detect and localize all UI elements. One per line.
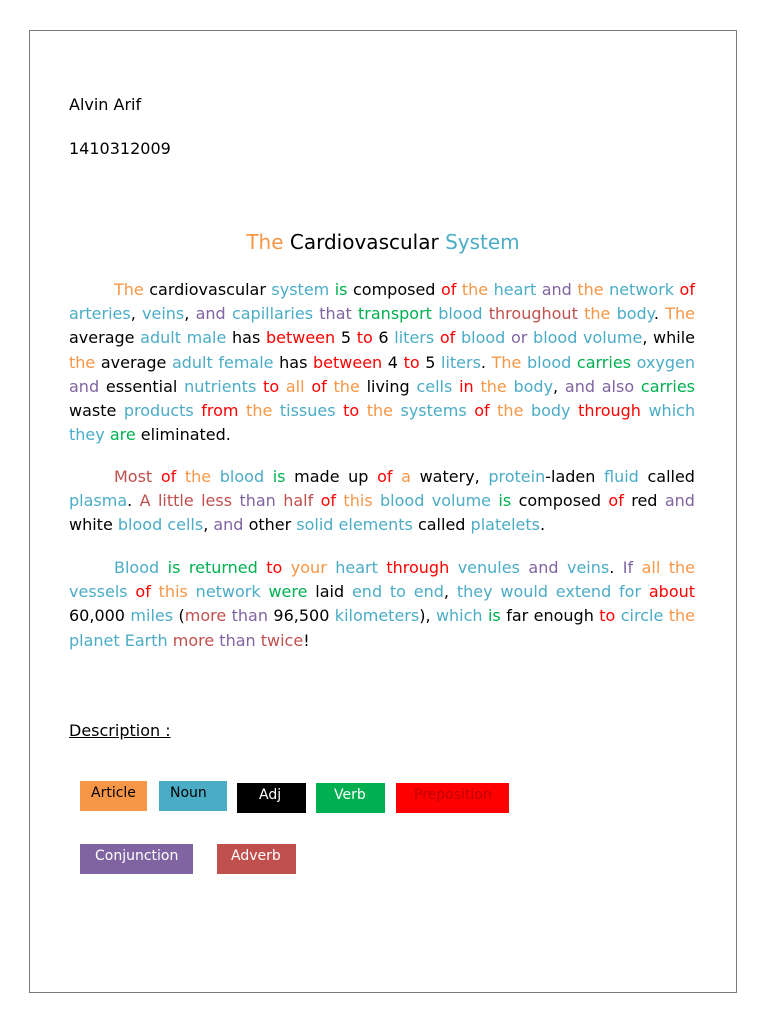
legend-label: Adj	[259, 787, 282, 803]
document-title	[30, 230, 736, 254]
word-run: of	[311, 376, 327, 396]
word-run: the	[497, 401, 524, 421]
word-run: end to end	[351, 582, 444, 602]
word-run: A little less	[139, 491, 233, 511]
word-run	[359, 401, 367, 420]
word-run: (	[173, 606, 185, 626]
word-run: If	[622, 558, 634, 577]
word-run: living	[366, 376, 410, 396]
word-run: network	[609, 280, 675, 299]
word-run: ,	[474, 467, 489, 486]
word-run: average	[69, 328, 135, 348]
word-run: blood	[438, 304, 483, 324]
word-run	[279, 377, 286, 396]
word-run: is	[272, 467, 286, 486]
word-run: red	[631, 491, 658, 511]
word-run: 4	[387, 352, 398, 372]
word-run: .	[609, 558, 623, 577]
word-run: the	[668, 558, 696, 577]
word-run: through	[578, 401, 641, 421]
word-run	[116, 401, 124, 420]
word-run: ,	[443, 582, 457, 602]
word-run: circle	[620, 606, 664, 626]
word-run: far	[506, 606, 529, 626]
word-run	[211, 467, 220, 486]
legend-verb	[316, 783, 385, 813]
word-run	[313, 491, 320, 510]
word-run	[152, 467, 161, 486]
word-run: of	[160, 467, 177, 486]
word-run	[511, 491, 518, 510]
word-run: of	[135, 582, 151, 602]
word-run: carries	[576, 352, 632, 372]
word-run: 6	[378, 328, 389, 348]
word-run: .	[127, 491, 140, 511]
word-run: fluid	[604, 467, 639, 486]
word-run: are	[109, 425, 136, 445]
word-run	[327, 558, 335, 577]
word-run: about	[648, 582, 696, 602]
word-run: carries	[640, 376, 695, 396]
word-run: than	[219, 630, 256, 650]
word-run	[571, 401, 579, 420]
word-run: 96,500	[273, 606, 330, 626]
word-run: this	[343, 491, 373, 511]
word-run	[641, 582, 649, 601]
word-run: has	[232, 328, 261, 348]
word-run	[344, 582, 352, 601]
word-run: called	[647, 467, 695, 486]
word-run: twice	[260, 630, 304, 650]
word-run: transport	[358, 304, 432, 324]
word-run	[176, 467, 185, 486]
word-run: of	[320, 491, 337, 511]
word-run: The	[665, 304, 695, 324]
description-heading: Description :	[69, 721, 171, 740]
word-run: ),	[419, 606, 436, 626]
word-run: of	[439, 328, 456, 348]
word-run: blood volume	[533, 328, 643, 348]
word-run: oxygen	[636, 352, 695, 372]
word-run: the	[246, 401, 273, 421]
word-run: average	[100, 352, 167, 372]
word-run: this	[158, 582, 188, 602]
word-run: .	[480, 352, 492, 372]
word-run: returned	[188, 558, 258, 577]
word-run	[633, 558, 641, 577]
word-run: The	[491, 352, 522, 372]
legend-label: Verb	[334, 787, 366, 803]
word-run: .	[539, 515, 546, 535]
word-run: plasma	[69, 491, 128, 511]
word-run: the	[333, 376, 360, 396]
word-run	[258, 558, 266, 577]
word-run: or	[510, 328, 528, 348]
word-run	[368, 467, 377, 486]
word-run: and	[528, 558, 559, 577]
word-run: and	[69, 376, 100, 396]
word-run	[660, 558, 668, 577]
word-run: cells	[416, 376, 453, 396]
word-run: System	[445, 230, 520, 254]
word-run: vessels	[69, 582, 128, 602]
word-run: ,	[553, 376, 565, 396]
legend-noun	[159, 781, 227, 811]
word-run	[272, 401, 280, 420]
legend-article	[80, 781, 147, 811]
word-run: ,	[184, 304, 196, 324]
word-run: in	[459, 376, 474, 396]
word-run: blood volume	[380, 491, 492, 511]
word-run: platelets	[470, 515, 540, 535]
word-run: planet Earth	[69, 630, 168, 650]
word-run	[151, 582, 159, 601]
word-run	[523, 401, 531, 420]
word-run: the	[461, 280, 489, 299]
word-run: -laden	[545, 467, 596, 486]
word-run: is	[167, 558, 181, 577]
word-run: miles	[130, 606, 174, 626]
word-run: called	[417, 515, 466, 535]
word-run	[239, 401, 247, 420]
word-run: white	[69, 515, 113, 535]
word-run: protein	[488, 467, 546, 486]
word-run: body	[616, 304, 654, 324]
word-run: to	[599, 606, 616, 626]
legend-adj	[237, 783, 306, 813]
word-run: body	[513, 376, 554, 396]
word-run: ,	[130, 304, 143, 324]
word-run: arteries	[69, 304, 131, 324]
word-run: nutrients	[184, 376, 257, 396]
word-run: watery	[419, 467, 475, 486]
paragraph-1	[69, 278, 695, 447]
word-run	[411, 467, 420, 486]
word-run: .	[653, 304, 666, 324]
word-run	[373, 491, 380, 510]
word-run: to	[356, 328, 373, 348]
legend-label: Noun	[170, 785, 207, 801]
word-run: blood	[460, 328, 506, 348]
word-run	[360, 377, 367, 396]
word-run	[393, 467, 402, 486]
word-run: liters	[441, 352, 481, 372]
word-run: of	[377, 467, 393, 486]
word-run	[595, 467, 604, 486]
word-run: liters	[394, 328, 435, 348]
word-run	[657, 491, 664, 510]
legend-label: Article	[91, 785, 136, 801]
word-run: half	[283, 491, 314, 511]
paragraph-2	[69, 465, 695, 538]
word-run: of	[474, 401, 490, 421]
word-run: !	[303, 630, 310, 650]
word-run: .	[225, 425, 231, 445]
word-run	[180, 558, 188, 577]
word-run: composed	[353, 280, 436, 299]
word-run: all	[285, 376, 305, 396]
word-run	[336, 401, 344, 420]
word-run: blood cells	[117, 515, 204, 535]
word-run: adult male	[140, 328, 227, 348]
word-run: capillaries	[231, 304, 314, 324]
word-run: than	[231, 606, 268, 626]
word-run: the	[480, 376, 507, 396]
word-run: and	[195, 304, 226, 324]
word-run: The	[114, 280, 144, 299]
word-run: composed	[518, 491, 602, 511]
word-run: of	[440, 280, 457, 299]
word-run	[264, 467, 273, 486]
document-page	[29, 30, 737, 993]
word-run: that	[319, 304, 352, 324]
paragraph-3	[69, 556, 695, 653]
word-run: made up	[294, 467, 369, 486]
word-run	[286, 467, 295, 486]
word-run	[159, 558, 167, 577]
word-run: the	[184, 467, 212, 486]
word-run: other	[248, 515, 292, 535]
word-run: between	[265, 328, 336, 348]
word-run: they would extend for	[456, 582, 642, 602]
word-run	[559, 558, 567, 577]
word-run: throughout	[488, 304, 578, 324]
word-run: and	[541, 280, 572, 299]
word-run: veins	[566, 558, 610, 577]
word-run: your	[290, 558, 327, 577]
word-run: blood	[219, 467, 265, 486]
word-run: 60,000	[69, 606, 125, 626]
word-run: has	[279, 352, 308, 372]
word-run	[327, 377, 334, 396]
word-run: more	[184, 606, 227, 626]
word-run: a	[401, 467, 411, 486]
word-run: Most	[114, 467, 153, 486]
word-run: between	[313, 352, 383, 372]
word-run: The	[246, 230, 284, 254]
word-run	[99, 377, 106, 396]
word-run: the	[668, 606, 695, 626]
word-run: and also	[564, 376, 635, 396]
word-run: kilometers	[334, 606, 420, 626]
word-run: the	[577, 280, 604, 299]
word-run: solid elements	[296, 515, 413, 535]
word-run: system	[271, 280, 330, 299]
word-run: of	[679, 280, 695, 299]
word-run: were	[268, 582, 308, 602]
word-run: heart	[335, 558, 378, 577]
word-run: adult female	[171, 352, 274, 372]
word-run: which	[435, 606, 483, 626]
word-run: the	[69, 352, 96, 372]
word-run: tissues	[279, 401, 336, 421]
word-run: systems	[400, 401, 467, 421]
legend-label: Conjunction	[95, 848, 179, 864]
word-run: laid	[315, 582, 345, 602]
legend-preposition	[396, 783, 509, 813]
word-run: to	[263, 376, 280, 396]
legend-label: Adverb	[231, 848, 281, 864]
word-run	[188, 582, 196, 601]
word-run: to	[403, 352, 420, 372]
legend-label: Preposition	[414, 787, 492, 803]
word-run: is	[334, 280, 348, 299]
word-run: cardiovascular	[149, 280, 266, 299]
word-run: which	[648, 401, 696, 421]
word-run: to	[343, 401, 360, 421]
word-run: to	[266, 558, 283, 577]
word-run: enough	[533, 606, 594, 626]
word-run: through	[386, 558, 450, 577]
word-run: venules	[457, 558, 520, 577]
word-run: they	[69, 425, 105, 445]
word-run: than	[239, 491, 276, 511]
word-run: and	[213, 515, 244, 535]
word-run: 5	[425, 352, 436, 372]
word-run: 5	[340, 328, 352, 348]
student-id: 1410312009	[69, 139, 171, 158]
word-run: is	[498, 491, 512, 511]
word-run: essential	[105, 376, 178, 396]
word-run: heart	[493, 280, 537, 299]
word-run	[282, 558, 290, 577]
word-run: from	[201, 401, 239, 421]
word-run: eliminated	[140, 425, 226, 445]
word-run	[634, 377, 641, 396]
word-run: is	[487, 606, 501, 626]
word-run: waste	[69, 401, 117, 421]
word-run: and	[664, 491, 695, 511]
word-run: Cardiovascular	[289, 230, 439, 254]
word-run: all	[641, 558, 661, 577]
word-run: Blood	[114, 558, 160, 577]
word-run: ,	[203, 515, 214, 535]
word-run: products	[123, 401, 194, 421]
word-run: more	[172, 630, 215, 650]
word-run: the	[584, 304, 611, 324]
legend-conjunction	[80, 844, 193, 874]
word-run: blood	[526, 352, 572, 372]
word-run	[449, 558, 457, 577]
word-run: of	[608, 491, 624, 511]
word-run: veins	[142, 304, 185, 324]
word-run: the	[366, 401, 393, 421]
word-run: network	[195, 582, 261, 602]
legend-adverb	[217, 844, 296, 874]
word-run: body	[530, 401, 571, 421]
word-run: , while	[642, 328, 696, 348]
author-name: Alvin Arif	[69, 95, 142, 114]
